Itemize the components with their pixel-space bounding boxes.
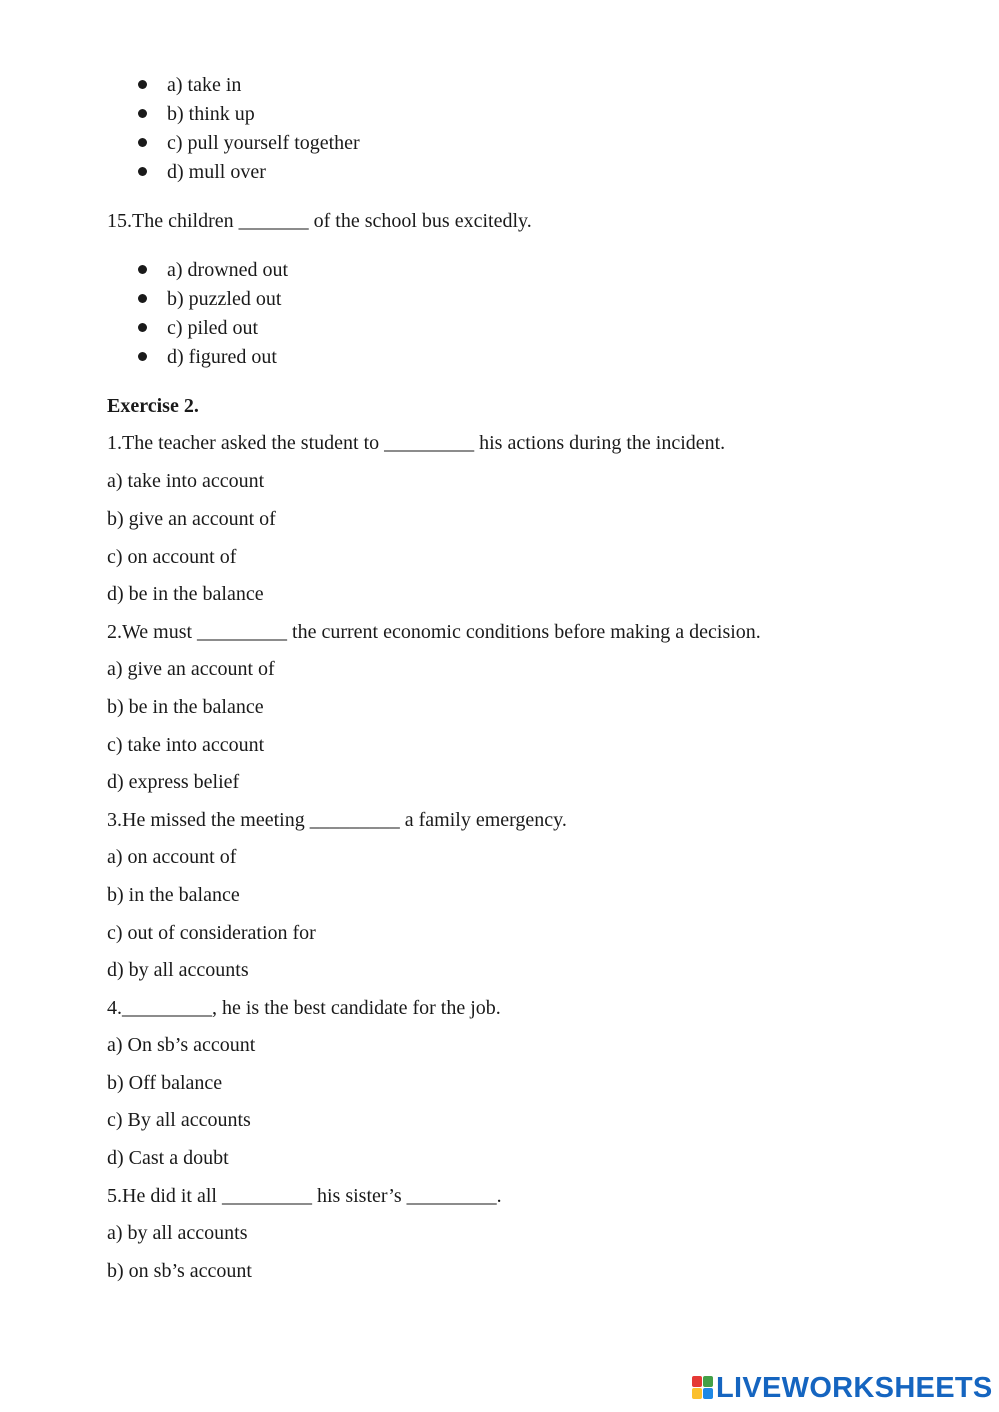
question-5: 5.He did it all _________ his sister’s _________. — [107, 1185, 502, 1207]
option-line: a) take into account — [107, 470, 265, 492]
option-line: b) in the balance — [107, 884, 240, 906]
bullet-icon — [138, 265, 147, 274]
list-item: a) drowned out — [138, 258, 288, 282]
list-item: d) figured out — [138, 345, 277, 369]
option-line: c) By all accounts — [107, 1109, 251, 1131]
option-line: d) by all accounts — [107, 959, 249, 981]
bullet-icon — [138, 352, 147, 361]
bullet-icon — [138, 294, 147, 303]
logo-icon — [692, 1376, 714, 1400]
list-item: c) pull yourself together — [138, 131, 360, 155]
option-line: d) be in the balance — [107, 583, 264, 605]
option-line: b) give an account of — [107, 508, 276, 530]
bullet-icon — [138, 138, 147, 147]
list-item: b) puzzled out — [138, 287, 281, 311]
option-line: d) Cast a doubt — [107, 1147, 229, 1169]
question-4: 4._________, he is the best candidate for the job. — [107, 997, 501, 1019]
question-1: 1.The teacher asked the student to _________ his actions during the incident. — [107, 432, 726, 454]
option-line: b) Off balance — [107, 1072, 223, 1094]
list-item: b) think up — [138, 102, 255, 126]
option-line: d) express belief — [107, 771, 240, 793]
option-line: c) out of consideration for — [107, 922, 316, 944]
option-line: a) by all accounts — [107, 1222, 248, 1244]
option-line: b) be in the balance — [107, 696, 264, 718]
liveworksheets-logo — [692, 1372, 993, 1404]
bullet-icon — [138, 167, 147, 176]
option-line: c) take into account — [107, 734, 265, 756]
question-15: 15.The children _______ of the school bus excitedly. — [107, 210, 532, 232]
list-item: c) piled out — [138, 316, 258, 340]
option-line: b) on sb’s account — [107, 1260, 252, 1282]
logo-text: LIVEWORKSHEETS — [716, 1371, 993, 1404]
exercise-heading: Exercise 2. — [107, 395, 199, 417]
option-line: a) On sb’s account — [107, 1034, 256, 1056]
bullet-icon — [138, 323, 147, 332]
option-line: c) on account of — [107, 546, 237, 568]
question-2: 2.We must _________ the current economic conditions before making a decision. — [107, 621, 761, 643]
option-line: a) give an account of — [107, 658, 275, 680]
bullet-icon — [138, 109, 147, 118]
question-3: 3.He missed the meeting _________ a family emergency. — [107, 809, 567, 831]
list-item: a) take in — [138, 73, 241, 97]
option-line: a) on account of — [107, 846, 237, 868]
list-item: d) mull over — [138, 160, 266, 184]
bullet-icon — [138, 80, 147, 89]
